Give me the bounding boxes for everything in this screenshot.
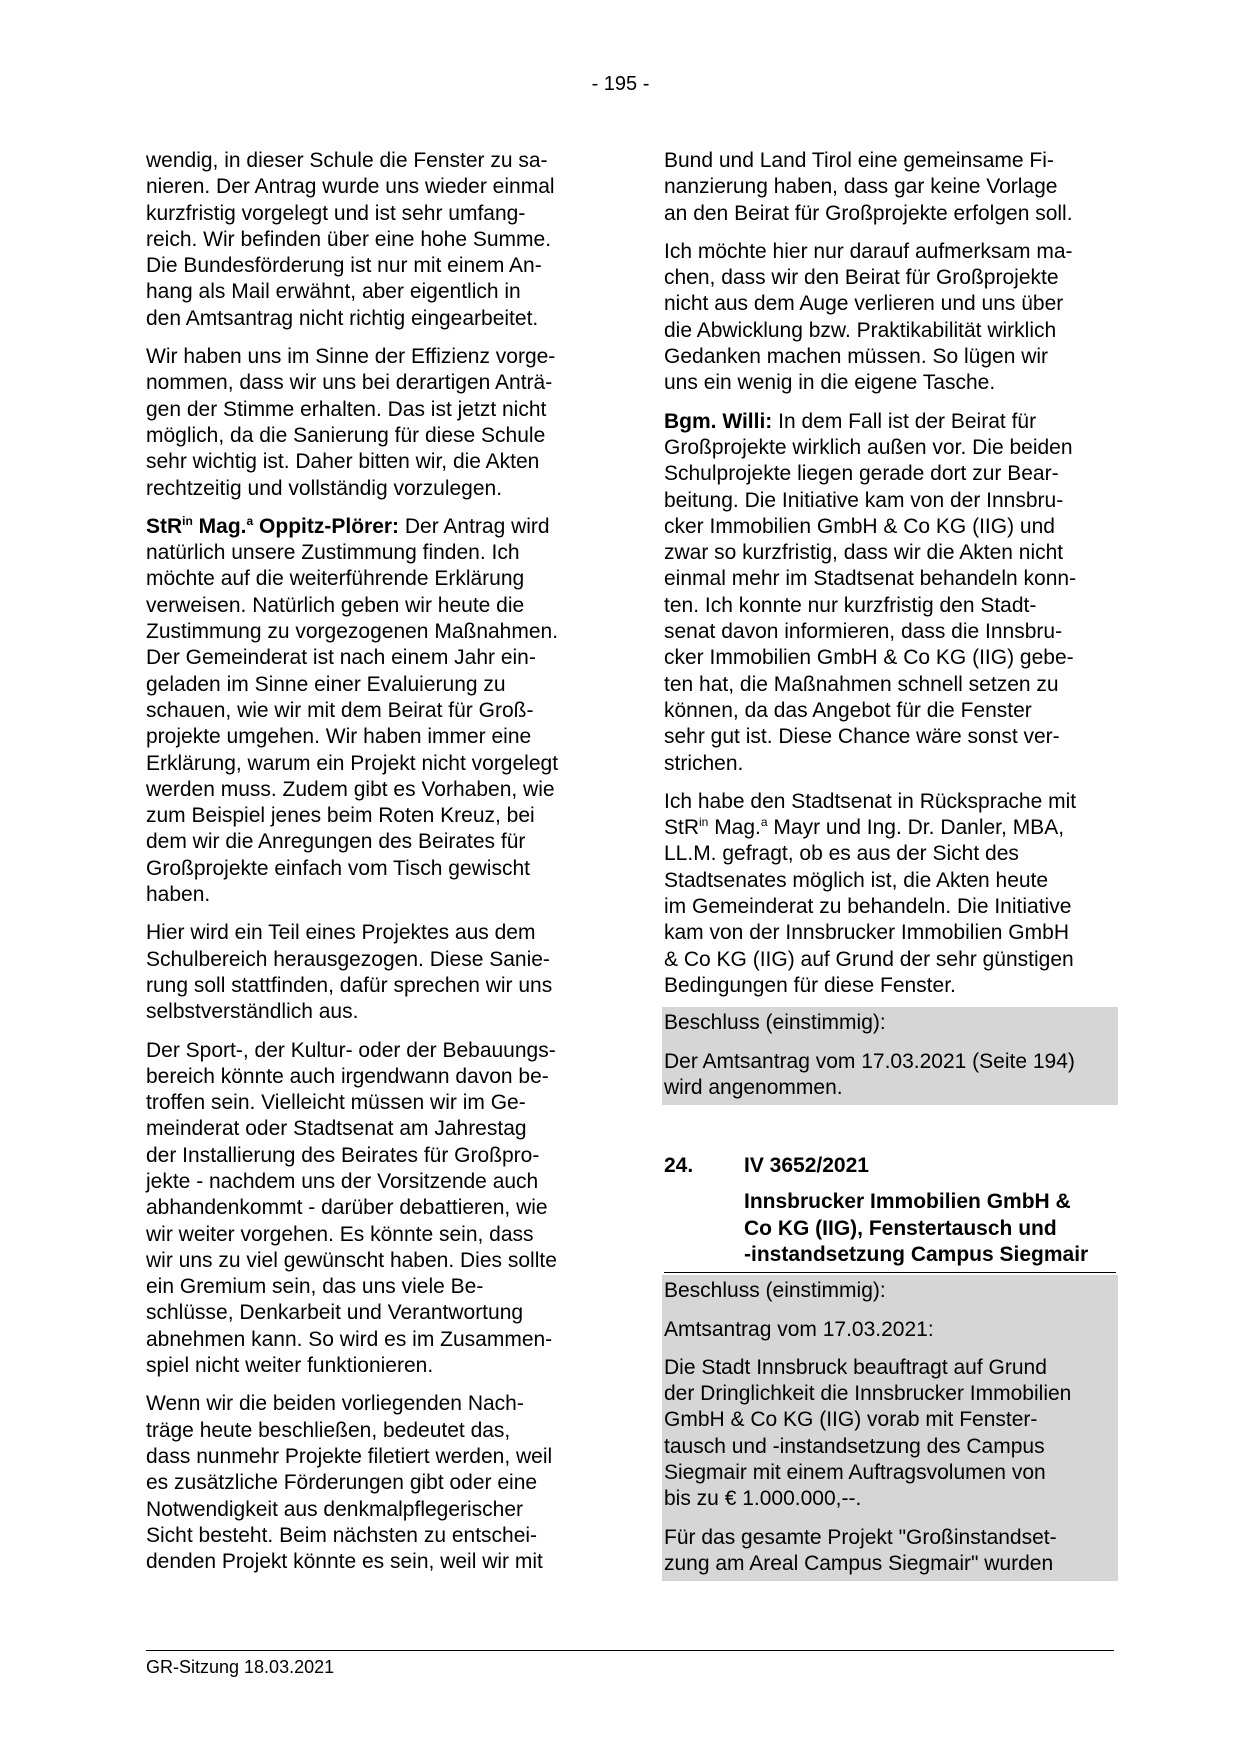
resolution-label: Beschluss (einstimmig): [664,1011,886,1035]
resolution-subhead: Amtsantrag vom 17.03.2021: [664,1317,934,1341]
resolution-box [662,1007,1118,1105]
resolution-text: Für das gesamte Projekt "Großinstandset- zung am Areal Campus Siegmair" wurden [664,1525,1057,1575]
left-column [146,148,598,1587]
speaker-name: StR$^{in}$ Mag.$^a$ Oppitz-Plörer: [146,513,400,538]
speech-text: Der Antrag wird natürlich unsere Zustimmung finden. Ich möchte auf die weiterführende Erklärung verweisen. Natürlich geben wir heute die Zustimmung zu vorgezogenen Maßnahmen. Der Gemeinderat ist nach einem Jahr ein- geladen im Sinne einer Evaluierung zu schauen, wie wir mit dem Beirat für Groß- projekte umgehen. Wir haben immer eine Erklärung, warum ein Projekt nicht vorgelegt werden muss. Zudem gibt es Vorhaben, wie zum Beispiel jenes beim Roten Kreuz, bei dem wir die Anregungen des Beirates für Großprojekte einfach vom Tisch gewischt haben. [146,514,559,907]
paragraph: Der Sport-, der Kultur- oder der Bebauungs- bereich könnte auch irgendwann davon be- troffen sein. Vielleicht müssen wir im Ge- meinderat oder Stadtsenat am Jahrestag der Installierung des Beirates für Großpro- jekte - nachdem uns der Vorsitzende auch abhandenkommt - darüber debattieren, wie wir weiter vorgehen. Es könnte sein, dass wir uns zu viel gewünscht haben. Dies sollte ein Gremium sein, das uns viele Be- schlüsse, Denkarbeit und Verantwortung abnehmen kann. So wird es im Zusammen- spiel nicht weiter funktionieren. [146,1038,557,1378]
footer-text: GR-Sitzung 18.03.2021 [146,1657,335,1677]
speech-paragraph [664,409,1116,777]
paragraph: Wenn wir die beiden vorliegenden Nach- träge heute beschließen, bedeutet das, dass nunmehr Projekte filetiert werden, weil es zusätzliche Förderungen gibt oder eine Notwendigkeit aus denkmalpflegerischer Sicht besteht. Beim nächsten zu entschei- denden Projekt könnte es sein, weil wir mit [146,1392,553,1574]
resolution-text: Der Amtsantrag vom 17.03.2021 (Seite 194) wird angenommen. [664,1049,1075,1099]
paragraph: wendig, in dieser Schule die Fenster zu sa- nieren. Der Antrag wurde uns wieder einmal kurzfristig vorgelegt und ist sehr umfang- reich. Wir befinden über eine hohe Summe. Die Bundesförderung ist nur mit einem An- hang als Mail erwähnt, aber eigentlich in den Amtsantrag nicht richtig eingearbeitet. [146,149,555,330]
paragraph: Bund und Land Tirol eine gemeinsame Fi- nanzierung haben, dass gar keine Vorlage an den Beirat für Großprojekte erfolgen soll. [664,149,1073,225]
paragraph: Hier wird ein Teil eines Projektes aus dem Schulbereich herausgezogen. Diese Sanie- rung soll stattfinden, dafür sprechen wir uns selbstverständlich aus. [146,921,553,1024]
speech-paragraph [146,514,598,908]
footer-divider [146,1650,1114,1651]
paragraph: Ich möchte hier nur darauf aufmerksam ma- chen, dass wir den Beirat für Großprojekte nicht aus dem Auge verlieren und uns über die Abwicklung bzw. Praktikabilität wirklich Gedanken machen müssen. So lügen wir uns ein wenig in die eigene Tasche. [664,239,1073,395]
right-column [664,148,1116,1585]
speech-text: In dem Fall ist der Beirat für Großprojekte wirklich außen vor. Die beiden Schulprojekte liegen gerade dort zur Bear- beitung. Die Initiative kam von der Innsbru- cker Immobilien GmbH & Co KG (IIG) und zwar so kurzfristig, dass wir die Akten nicht einmal mehr im Stadtsenat behandeln konn- ten. Ich konnte nur kurzfristig den Stadt- senat davon informieren, dass die Innsbru- cker Immobilien GmbH & Co KG (IIG) gebe- ten hat, die Maßnahmen schnell setzen zu können, da das Angebot für die Fenster sehr gut ist. Diese Chance wäre sonst ver- strichen. [664,409,1077,775]
paragraph: Wir haben uns im Sinne der Effizienz vorge- nommen, dass wir uns bei derartigen Anträ- gen der Stimme erhalten. Das ist jetzt nicht möglich, da die Sanierung für diese Schule sehr wichtig ist. Daher bitten wir, die Akten rechtzeitig und vollständig vorzulegen. [146,345,556,500]
agenda-number: 24. [664,1154,694,1178]
resolution-box [662,1275,1118,1581]
page-number: - 195 - [591,73,650,95]
speaker-name: Bgm. Willi: [664,409,773,433]
agenda-title: Innsbrucker Immobilien GmbH & Co KG (IIG), Fenstertausch und -instandsetzung Campus Siegmair [744,1190,1089,1266]
agenda-item-heading [664,1153,1116,1179]
resolution-label: Beschluss (einstimmig): [664,1279,886,1303]
agenda-title-block [664,1189,1116,1273]
paragraph: Ich habe den Stadtsenat in Rücksprache mit StR$^{in}$ Mag.$^a$ Mayr und Ing. Dr. Danler, MBA, LL.M. gefragt, ob es aus der Sicht des Stadtsenates möglich ist, die Akten heute im Gemeinderat zu behandeln. Die Initiative kam von der Innsbrucker Immobilien GmbH & Co KG (IIG) auf Grund der sehr günstigen Bedingungen für diese Fenster. [664,789,1077,997]
resolution-text: Die Stadt Innsbruck beauftragt auf Grund der Dringlichkeit die Innsbrucker Immobilien GmbH & Co KG (IIG) vorab mit Fenster- tausch und -instandsetzung des Campus Siegmair mit einem Auftragsvolumen von bis zu € 1.000.000,--. [664,1355,1072,1511]
agenda-code: IV 3652/2021 [744,1154,869,1178]
